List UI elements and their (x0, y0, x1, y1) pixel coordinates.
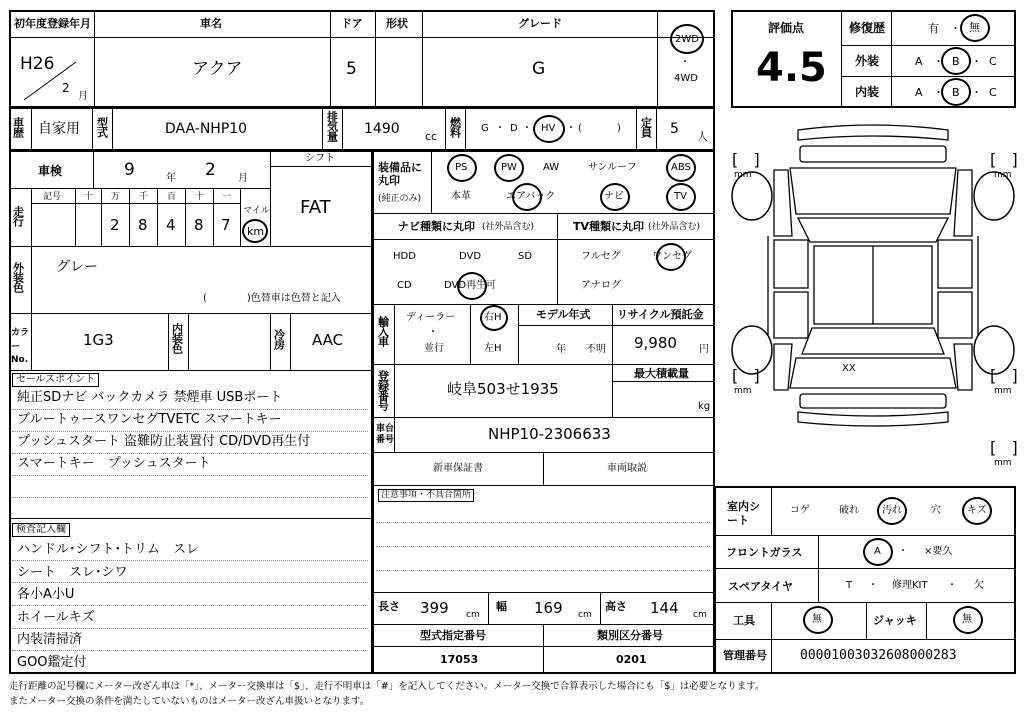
navi-sd: SD (518, 251, 533, 262)
inspection-month: 2 (205, 160, 216, 180)
tv-type-sub: (社外品含む) (648, 222, 701, 232)
max-load-label: 最大積載量 (634, 367, 689, 380)
reg-year-label: 初年度登録年月 (14, 17, 91, 30)
spare-dot1: ・ (868, 580, 878, 591)
fuel-open: ( (578, 123, 582, 134)
inspection-year: 9 (124, 160, 135, 180)
bracket-b: [ ] (990, 438, 1018, 457)
tv-oneseg: ワンセグ (652, 251, 692, 262)
shift-label: シフト (305, 153, 335, 164)
int-dot2: ・ (971, 86, 982, 99)
digit-h3: 百 (167, 192, 177, 202)
color-no-label: カラーNo. (11, 328, 30, 365)
digit-1: 2 (110, 216, 120, 234)
fuel-dot2: ・ (522, 123, 532, 134)
tool-label: 工具 (733, 614, 755, 627)
usage-label: 車歴 (11, 117, 25, 137)
km-label: km (247, 225, 265, 238)
equip-sub: (純正のみ) (378, 194, 422, 204)
mm-tr: mm (994, 170, 1012, 180)
max-load-kg: kg (698, 401, 711, 412)
reg-month-unit: 月 (78, 91, 88, 102)
sales-line-2: ブルートゥースワンセグTVETC スマートキー (17, 412, 282, 427)
equip-aw: AW (543, 162, 560, 173)
height-value: 144 (650, 599, 679, 617)
mm-b: mm (994, 458, 1012, 468)
repair-no: 無 (969, 21, 980, 34)
displacement: 1490 (364, 121, 400, 137)
equip-leather: 本革 (451, 191, 471, 202)
door-count: 5 (346, 59, 357, 79)
inspection-year-unit: 年 (166, 173, 176, 184)
sales-line-1: 純正SDナビ バックカメラ 禁煙車 USBポート (17, 390, 283, 405)
height-label: 高さ (605, 600, 627, 613)
mile-label: マイル (243, 206, 270, 216)
fuel-d: D (510, 123, 518, 134)
reg-era: H26 (20, 54, 55, 74)
car-name: アクア (192, 59, 243, 79)
spare-t: T (846, 580, 853, 591)
footer-line-1: 走行距離の記号欄にメーター改ざん車は「*」、メーター交換車は「$」、走行不明車は「#」を記入してください。メーター交換で合算表示した場合にも「$」は必要となります。 (9, 681, 765, 692)
repair-sep: ・ (950, 22, 961, 35)
spare-none: 欠 (974, 580, 984, 591)
digit-5: 7 (221, 216, 231, 234)
model: DAA-NHP10 (165, 121, 248, 137)
digit-3: 4 (166, 216, 176, 234)
int-b: B (952, 86, 960, 99)
grade-label: グレード (518, 17, 562, 30)
notes-label: 注意事項・不具合箇所 (378, 489, 474, 502)
equip-pw: PW (501, 162, 517, 173)
reg-number-label: 登録番号 (376, 370, 390, 410)
equip-label: 装備品に丸印 (378, 161, 422, 188)
equip-tv: TV (674, 191, 687, 202)
glass-x: ×要久 (924, 546, 953, 557)
inspector-line-3: 各小A小U (17, 587, 75, 602)
cond-hole: 穴 (931, 505, 941, 516)
height-unit: cm (693, 610, 707, 620)
navi-hdd: HDD (393, 251, 416, 262)
cond-tear: 破れ (839, 505, 859, 516)
cond-burn: コゲ (790, 505, 810, 516)
repair-label: 修復歴 (849, 21, 886, 35)
xx-mark: XX (842, 363, 856, 374)
length-label: 長さ (378, 600, 400, 613)
car-name-label: 車名 (200, 17, 222, 30)
int-c: C (989, 86, 997, 99)
car-body-diagram (728, 118, 1018, 478)
inspector-line-1: ハンドル･シフト･トリム スレ (17, 542, 200, 557)
score-value: 4.5 (756, 45, 827, 91)
fuel-hv: HV (541, 123, 556, 134)
inspector-line-6: GOO鑑定付 (17, 655, 87, 670)
usage: 自家用 (38, 121, 80, 137)
type-no-label: 型式指定番号 (420, 629, 486, 642)
mgmt-number: 00001003032608000283 (800, 648, 957, 663)
navi-dvd: DVD (459, 251, 482, 262)
width-unit: cm (578, 610, 592, 620)
symbol-label: 記号 (43, 192, 62, 202)
length-value: 399 (420, 599, 449, 617)
mm-br: mm (994, 386, 1012, 396)
inspection-label: 車検 (38, 164, 63, 178)
score-label: 評価点 (768, 21, 805, 35)
capacity-label: 定員 (639, 117, 653, 137)
fuel-dot1: ・ (495, 123, 505, 134)
cond-dirt: 汚れ (882, 505, 902, 516)
import-dealer: ディーラー (406, 312, 456, 323)
door-label: ドア (341, 17, 363, 30)
inspector-line-4: ホイールキズ (17, 610, 95, 625)
fuel-g: G (481, 123, 489, 134)
digit-h0: 十 (84, 192, 94, 202)
int-dot1: ・ (933, 86, 944, 99)
glass-label: フロントガラス (726, 546, 803, 559)
length-unit: cm (466, 610, 480, 620)
spare-dot2: ・ (947, 580, 957, 591)
chassis-number: NHP10-2306633 (488, 425, 611, 443)
inspection-month-unit: 月 (238, 173, 248, 184)
footer-line-2: またメーター交換の条件を満たしていないものはメーター改ざん車扱いとなります。 (9, 696, 370, 707)
import-label: 輸入車 (376, 316, 390, 346)
int-a: A (915, 86, 923, 99)
cond-scratch: キズ (967, 505, 987, 516)
digit-h2: 千 (139, 192, 149, 202)
repair-yes: 有 (928, 22, 939, 35)
recycle-value: 9,980 (634, 334, 677, 352)
ext-color-label: 外装色 (11, 262, 25, 292)
grade-value: G (532, 59, 546, 79)
mileage-label: 走行 (11, 206, 25, 226)
displacement-cc: cc (425, 130, 438, 143)
drive-sep: ・ (680, 57, 690, 68)
navi-dvd-play: DVD再生可 (444, 280, 497, 291)
digit-h1: 万 (111, 192, 121, 202)
drive-2wd: 2WD (675, 34, 699, 45)
inspector-label: 検査記入欄 (12, 523, 70, 537)
shape-label: 形状 (386, 17, 408, 30)
reg-number: 岐阜503せ1935 (447, 380, 559, 398)
tool-value: 無 (812, 614, 822, 625)
mm-bl: mm (734, 386, 752, 396)
spare-kit: 修理KIT (892, 580, 928, 591)
spare-label: スペアタイヤ (728, 580, 794, 593)
ac-value: AAC (312, 331, 344, 349)
class-no-label: 類別区分番号 (597, 629, 663, 642)
navi-type-sub: (社外品含む) (482, 222, 535, 232)
reg-month: 2 (62, 81, 70, 95)
ac-label: 冷房 (272, 329, 286, 349)
digit-4: 8 (194, 216, 204, 234)
ext-c: C (989, 55, 997, 68)
fuel-close: ) (617, 123, 621, 134)
equip-airbag: エアバック (506, 191, 556, 202)
room-label: 室内シート (727, 500, 760, 528)
type-no: 17053 (440, 653, 479, 666)
digit-h4: 十 (195, 192, 205, 202)
glass-a: A (874, 546, 881, 557)
tv-type-label: TV種類に丸印 (573, 220, 645, 233)
capacity-unit: 人 (697, 130, 708, 143)
repaint-note: ( )色替車は色替と記入 (203, 293, 341, 304)
fuel-dot3: ・ (566, 123, 576, 134)
shift-value: FAT (300, 197, 331, 218)
import-dot: ・ (428, 327, 438, 338)
model-year-label: モデル年式 (536, 308, 591, 321)
import-parallel: 並行 (424, 343, 444, 354)
class-no: 0201 (616, 653, 647, 666)
capacity: 5 (670, 121, 679, 137)
manual-label: 車両取説 (607, 463, 647, 474)
recycle-yen: 円 (699, 344, 709, 355)
sales-line-3: プッシュスタート 盗難防止装置付 CD/DVD再生付 (17, 434, 311, 449)
navi-type-label: ナビ種類に丸印 (398, 220, 475, 233)
tv-analog: アナログ (581, 280, 621, 291)
bracket-bl: [ ] (732, 366, 760, 385)
int-color-label: 内装色 (170, 323, 184, 353)
drive-4wd: 4WD (674, 73, 698, 84)
model-year-unit: 年 (556, 344, 566, 355)
inspector-line-2: シート スレ･シワ (17, 565, 128, 580)
import-right: 右H (484, 312, 502, 323)
displacement-label: 排気量 (325, 111, 339, 141)
width-label: 幅 (496, 600, 507, 613)
recycle-label: リサイクル預託金 (617, 308, 704, 321)
color-no: 1G3 (83, 331, 114, 349)
width-value: 169 (534, 599, 563, 617)
sales-line-4: スマートキー プッシュスタート (17, 456, 211, 471)
fuel-label: 燃料 (448, 117, 462, 137)
jack-label: ジャッキ (873, 614, 917, 627)
mm-tl: mm (734, 170, 752, 180)
bracket-tr: [ ] (990, 150, 1018, 169)
chassis-label: 車台番号 (376, 424, 395, 445)
import-left: 左H (484, 343, 502, 354)
ext-dot1: ・ (933, 55, 944, 68)
interior-label: 内装 (855, 85, 880, 99)
bracket-br: [ ] (990, 366, 1018, 385)
equip-sunroof: サンルーフ (588, 162, 637, 173)
digit-2: 8 (138, 216, 148, 234)
warranty-label: 新車保証書 (433, 463, 483, 474)
digit-h5: 一 (222, 192, 232, 202)
model-label: 型式 (95, 117, 109, 137)
ext-color: グレー (56, 259, 98, 275)
exterior-label: 外装 (855, 54, 880, 68)
tv-fullseg: フルセグ (581, 251, 621, 262)
sales-label: セールスポイント (12, 373, 99, 387)
mgmt-label: 管理番号 (723, 649, 767, 662)
model-year-unknown: 不明 (586, 344, 606, 355)
jack-value: 無 (962, 614, 972, 625)
equip-ps: PS (455, 162, 468, 173)
ext-dot2: ・ (971, 55, 982, 68)
ext-a: A (915, 55, 923, 68)
inspector-line-5: 内装清掃済 (17, 632, 83, 647)
ext-b: B (952, 55, 960, 68)
spec-row (9, 107, 715, 151)
equip-navi: ナビ (604, 191, 624, 202)
bracket-tl: [ ] (732, 150, 760, 169)
navi-cd: CD (397, 280, 412, 291)
equip-abs: ABS (671, 162, 691, 173)
glass-dot: ・ (898, 546, 908, 557)
